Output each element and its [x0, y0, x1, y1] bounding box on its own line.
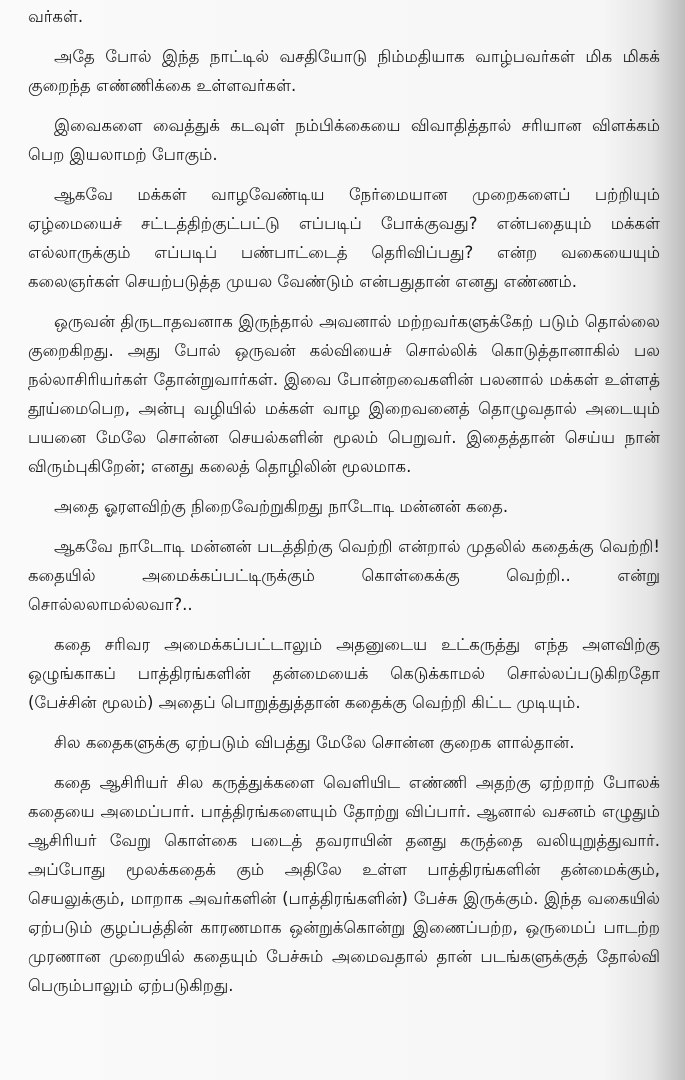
paragraph: ஆகவே மக்கள் வாழவேண்டிய நேர்மையான முறைகளைப் பற்றியும் ஏழ்மையைச் சட்டத்திற்குட்பட்டு எப்படிப் போக்குவது? என்பதையும் மக்கள் எல்லாருக்கும் எப்படிப் பண்பாட்டைத் தெரிவிப்பது? என்ற வகையையும் கலைஞர்கள் செயற்படுத்த முயல வேண்டும் என்பதுதான் எனது எண்ணம். [28, 185, 660, 291]
paragraph: கதை ஆசிரியர் சில கருத்துக்களை வெளியிட எண்ணி அதற்கு ஏற்றாற் போலக் கதையை அமைப்பார். பாத்திரங்களையும் தோற்று விப்பார். ஆனால் வசனம் எழுதும் ஆசிரியர் வேறு கொள்கை படைத் தவராயின் தனது கருத்தை வலியுறுத்துவார். அப்போது மூலக்கதைக் கும் அதிலே உள்ள பாத்திரங்களின் தன்மைக்கும், செயலுக்கும், மாறாக அவர்களின் (பாத்திரங்களின்) பேச்சு இருக்கும். இந்த வகையில் ஏற்படும் குழப்பத்தின் காரணமாக ஒன்றுக்கொன்று இணைப்பற்ற, ஒருமைப் பாடற்ற முரணான முறையில் கதையும் பேச்சும் அமைவதால் தான் படங்களுக்குத் தோல்வி பெரும்பாலும் ஏற்படுகிறது. [28, 773, 660, 995]
paragraph: ஒருவன் திருடாதவனாக இருந்தால் அவனால் மற்றவர்களுக்கேற் படும் தொல்லை குறைகிறது. அது போல் ஒருவன் கல்வியைச் சொல்லிக் கொடுத்தானாகில் பல நல்லாசிரியர்கள் தோன்றுவார்கள். இவை போன்றவைகளின் பலனால் மக்கள் உள்ளத் தூய்மைபெற, அன்பு வழியில் மக்கள் வாழ இறைவனைத் தொழுவதால் அடையும் பயனை மேலே சொன்ன செயல்களின் மூலம் பெறுவர். இதைத்தான் செய்ய நான் விரும்புகிறேன்; எனது கலைத் தொழிலின் மூலமாக. [28, 312, 660, 476]
paragraph: சில கதைகளுக்கு ஏற்படும் விபத்து மேலே சொன்ன குறைக ளால்தான். [54, 733, 575, 752]
paragraph: அதை ஓரளவிற்கு நிறைவேற்றுகிறது நாடோடி மன்னன் கதை. [54, 497, 509, 516]
paragraph: அதே போல் இந்த நாட்டில் வசதியோடு நிம்மதியாக வாழ்பவர்கள் மிக மிகக் குறைந்த எண்ணிக்கை உள்ளவர்கள். [28, 47, 660, 95]
paragraph: கதை சரிவர அமைக்கப்பட்டாலும் அதனுடைய உட்கருத்து எந்த அளவிற்கு ஒழுங்காகப் பாத்திரங்களின் தன்மையைக் கெடுக்காமல் சொல்லப்படுகிறதோ (பேச்சின் மூலம்) அதைப் பொறுத்துத்தான் கதைக்கு வெற்றி கிட்ட முடியும். [28, 635, 660, 712]
page-text [28, 2, 660, 1011]
paragraph: இவைகளை வைத்துக் கடவுள் நம்பிக்கையை விவாதித்தால் சரியான விளக்கம் பெற இயலாமற் போகும். [28, 116, 660, 164]
paragraph: ஆகவே நாடோடி மன்னன் படத்திற்கு வெற்றி என்றால் முதலில் கதைக்கு வெற்றி! கதையில் அமைக்கப்பட்டிருக்கும் கொள்கைக்கு வெற்றி.. என்று சொல்லலாமல்லவா?.. [28, 537, 660, 614]
paragraph-continuation: வர்கள். [28, 7, 84, 26]
